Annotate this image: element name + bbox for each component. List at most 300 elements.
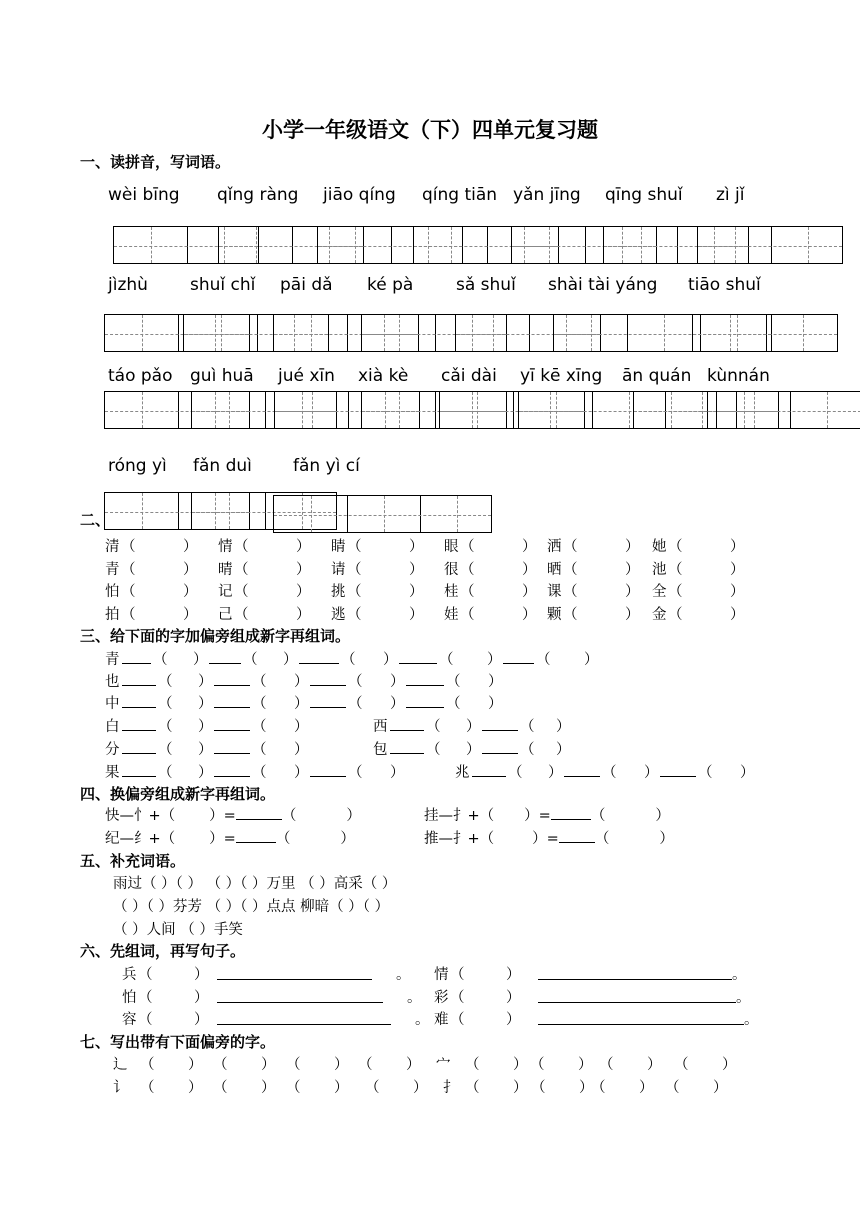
grid-line: [178, 315, 179, 351]
s2-char: 全: [652, 584, 667, 600]
s2-paren-close: ）: [183, 561, 198, 578]
s7-paren-open: （: [591, 1080, 606, 1096]
answer-line: [217, 990, 383, 1003]
answer-line: [538, 990, 736, 1003]
s3-paren-open: （: [426, 742, 441, 758]
s7-paren-open: （: [140, 1080, 155, 1096]
s2-paren-open: （: [347, 539, 362, 555]
s3-char: 中: [105, 696, 120, 712]
s3-paren-open: （: [602, 765, 617, 781]
pinyin-word: táo pǎo: [108, 366, 173, 386]
grid-line: [274, 515, 491, 516]
s2-paren-close: ）: [409, 606, 424, 623]
s3-paren-close: ）: [488, 696, 503, 712]
s2-paren-open: （: [563, 606, 578, 623]
s3-paren-open: （: [426, 719, 441, 735]
blank-line: [472, 764, 506, 777]
blank-line: [299, 651, 339, 664]
pinyin-word: shuǐ chǐ: [190, 275, 256, 295]
pinyin-word: qīng shuǐ: [605, 185, 683, 205]
s3-paren-open: （: [508, 765, 523, 781]
s3-char: 果: [105, 765, 120, 781]
s3-paren-open: （: [158, 765, 173, 781]
s2-char: 青: [105, 561, 120, 578]
grid-line: [698, 246, 842, 247]
s2-paren-open: （: [668, 561, 683, 578]
s7-paren-open: （: [140, 1057, 155, 1073]
s2-paren-open: （: [460, 561, 475, 578]
s6-paren-close: ）: [506, 990, 521, 1006]
answer-line: [217, 1012, 391, 1025]
s3-paren-close: ）: [556, 742, 571, 758]
s3-paren-close: ）: [488, 674, 503, 690]
s3-paren-close: ）: [294, 765, 309, 781]
page-title: 小学一年级语文（下）四单元复习题: [262, 118, 598, 142]
s2-char: 桂: [444, 584, 459, 600]
s2-char: 拍: [105, 606, 120, 623]
grid-line: [754, 392, 755, 428]
blank-line: [122, 695, 156, 708]
s7-paren-close: ）: [413, 1080, 428, 1096]
blank-line: [310, 673, 346, 686]
s7-paren-close: ）: [406, 1057, 421, 1073]
s6-paren-open: （: [450, 990, 465, 1006]
grid-line: [435, 392, 436, 428]
s3-paren-close: ）: [198, 742, 213, 758]
s7-paren-open: （: [358, 1057, 373, 1073]
grid-line: [556, 392, 557, 428]
s2-paren-close: ）: [409, 539, 424, 555]
pinyin-word: tiāo shuǐ: [688, 275, 761, 295]
s5-line-2: （ ）（ ）芬芳 （ ）（ ）点点 柳暗（ ）（ ）: [113, 899, 390, 915]
s2-char: 晒: [547, 561, 562, 578]
s7-radical: 辶: [113, 1057, 128, 1073]
blank-line: [482, 718, 518, 731]
s6-paren-open: （: [450, 1012, 465, 1028]
s7-paren-open: （: [665, 1080, 680, 1096]
pinyin-word: qǐng ràng: [217, 185, 299, 205]
s3-paren-close: ）: [294, 719, 309, 735]
s6-char: 情: [434, 967, 449, 983]
s7-paren-open: （: [674, 1057, 689, 1073]
blank-line: [214, 718, 250, 731]
grid-line: [384, 496, 385, 532]
s3-paren-close: ）: [294, 742, 309, 758]
s7-radical: 扌: [443, 1080, 458, 1096]
s3-paren-close: ）: [390, 765, 405, 781]
s7-paren-open: （: [530, 1057, 545, 1073]
blank-line: [406, 673, 444, 686]
blank-line: [660, 764, 696, 777]
s3-paren-open: （: [698, 765, 713, 781]
section-7-heading: 七、写出带有下面偏旁的字。: [80, 1033, 276, 1051]
s7-radical: 宀: [436, 1057, 451, 1073]
s3-paren-open: （: [446, 696, 461, 712]
s3-paren-open: （: [348, 696, 363, 712]
s7-paren-close: ）: [647, 1057, 662, 1073]
grid-line: [827, 392, 828, 428]
s6-paren-open: （: [138, 967, 153, 983]
pinyin-word: jiāo qíng: [323, 185, 396, 205]
blank-line: [406, 695, 444, 708]
pinyin-word: sǎ shuǐ: [456, 275, 516, 295]
s3-paren-close: ）: [294, 696, 309, 712]
s6-char: 彩: [434, 990, 449, 1006]
s4-item-b: 挂—扌+（ ）= （ ）: [424, 808, 670, 824]
s2-paren-open: （: [563, 561, 578, 578]
s3-paren-close: ）: [644, 765, 659, 781]
s2-paren-close: ）: [625, 561, 640, 578]
grid-line: [766, 315, 767, 351]
blank-line: [122, 764, 156, 777]
s2-paren-close: ）: [730, 584, 745, 600]
pinyin-word: cǎi dài: [441, 366, 497, 386]
grid-line: [592, 392, 593, 428]
s6-paren-close: ）: [506, 967, 521, 983]
s2-paren-close: ）: [625, 606, 640, 623]
grid-line: [142, 315, 143, 351]
s3-paren-open: （: [252, 719, 267, 735]
grid-line: [311, 315, 312, 351]
grid-line: [457, 496, 458, 532]
blank-line: [214, 741, 250, 754]
grid-line: [311, 496, 312, 532]
s3-char: 兆: [455, 765, 470, 781]
grid-line: [451, 227, 452, 263]
s2-paren-open: （: [460, 606, 475, 623]
s6-char: 容: [122, 1012, 137, 1028]
s6-char: 兵: [122, 967, 137, 983]
s3-char: 白: [105, 719, 120, 735]
s2-paren-open: （: [121, 606, 136, 623]
grid-line: [664, 315, 665, 351]
answer-line: [538, 967, 732, 980]
s6-period: 。: [744, 1012, 759, 1028]
s3-paren-close: ）: [198, 765, 213, 781]
s7-paren-close: ）: [513, 1080, 528, 1096]
grid-line: [420, 496, 421, 532]
s3-paren-close: ）: [466, 719, 481, 735]
s3-paren-open: （: [243, 652, 258, 668]
pinyin-word: zì jǐ: [716, 185, 745, 205]
s2-paren-close: ）: [409, 584, 424, 600]
section-1-heading: 一、读拼音，写词语。: [80, 153, 231, 171]
pinyin-word: jìzhù: [108, 275, 148, 295]
s3-paren-close: ）: [487, 652, 502, 668]
s3-paren-open: （: [158, 719, 173, 735]
s2-paren-open: （: [668, 584, 683, 600]
grid-line: [730, 315, 731, 351]
s2-paren-open: （: [668, 539, 683, 555]
s2-char: 洒: [547, 539, 562, 555]
grid-line: [257, 315, 258, 351]
s6-period: 。: [736, 990, 751, 1006]
section-6-heading: 六、先组词，再写句子。: [80, 942, 246, 960]
s2-char: 逃: [331, 606, 346, 623]
s5-line-1: 雨过（ ）（ ） （ ）（ ）万里 （ ）高采（ ）: [113, 876, 397, 892]
grid-line: [265, 493, 266, 529]
s4-item-a: 快—忄+（ ）= （ ）: [105, 808, 361, 824]
s2-paren-close: ）: [296, 539, 311, 555]
s7-paren-open: （: [213, 1080, 228, 1096]
pinyin-word: ān quán: [622, 366, 692, 386]
s3-paren-open: （: [520, 742, 535, 758]
s7-paren-open: （: [465, 1057, 480, 1073]
s6-period: 。: [396, 967, 411, 983]
s3-paren-open: （: [252, 765, 267, 781]
pinyin-word: wèi bīng: [108, 185, 180, 205]
grid-line: [677, 227, 678, 263]
blank-line: [214, 695, 250, 708]
s7-paren-open: （: [286, 1080, 301, 1096]
s6-char: 怕: [122, 990, 137, 1006]
s2-paren-close: ）: [296, 606, 311, 623]
pinyin-word: ké pà: [367, 275, 414, 295]
s3-paren-open: （: [439, 652, 454, 668]
s3-char: 分: [105, 742, 120, 758]
s2-paren-close: ）: [183, 584, 198, 600]
grid-line: [256, 227, 257, 263]
s7-paren-open: （: [365, 1080, 380, 1096]
s2-paren-close: ）: [183, 539, 198, 555]
s3-paren-close: ）: [466, 742, 481, 758]
s3-paren-open: （: [158, 742, 173, 758]
s2-char: 她: [652, 539, 667, 555]
s2-paren-open: （: [347, 561, 362, 578]
s2-char: 眼: [444, 539, 459, 555]
blank-line: [214, 673, 250, 686]
s2-paren-close: ）: [522, 539, 537, 555]
grid-line: [735, 227, 736, 263]
grid-line: [435, 315, 436, 351]
s7-paren-close: ）: [261, 1057, 276, 1073]
s3-paren-close: ）: [548, 765, 563, 781]
grid-line: [312, 392, 313, 428]
s6-paren-close: ）: [506, 1012, 521, 1028]
blank-line: [122, 673, 156, 686]
s3-paren-close: ）: [198, 674, 213, 690]
blank-line: [310, 764, 346, 777]
s3-paren-open: （: [158, 674, 173, 690]
grid-line: [142, 493, 143, 529]
s2-paren-close: ）: [296, 561, 311, 578]
s3-paren-open: （: [252, 696, 267, 712]
s2-char: 晴: [218, 561, 233, 578]
writing-grid: [716, 391, 860, 429]
s7-paren-close: ）: [579, 1080, 594, 1096]
s7-paren-close: ）: [713, 1080, 728, 1096]
grid-line: [477, 392, 478, 428]
s3-paren-open: （: [158, 696, 173, 712]
pinyin-word: jué xīn: [278, 366, 335, 386]
grid-line: [391, 227, 392, 263]
s6-paren-close: ）: [194, 967, 209, 983]
s3-char: 西: [373, 719, 388, 735]
s2-char: 清: [105, 539, 120, 555]
s2-paren-close: ）: [730, 561, 745, 578]
s7-paren-close: ）: [334, 1057, 349, 1073]
s3-paren-open: （: [446, 674, 461, 690]
writing-grid: [692, 314, 838, 352]
grid-line: [627, 315, 628, 351]
blank-line: [214, 764, 250, 777]
s2-paren-open: （: [121, 584, 136, 600]
pinyin-word: guì huā: [190, 366, 254, 386]
s7-paren-close: ）: [639, 1080, 654, 1096]
s2-paren-close: ）: [730, 606, 745, 623]
s2-char: 记: [218, 584, 233, 600]
grid-line: [549, 227, 550, 263]
grid-line: [229, 392, 230, 428]
s2-paren-open: （: [121, 539, 136, 555]
grid-line: [265, 392, 266, 428]
blank-line: [564, 764, 600, 777]
grid-line: [629, 392, 630, 428]
s3-char: 也: [105, 674, 120, 690]
blank-line: [399, 651, 437, 664]
grid-line: [229, 493, 230, 529]
s2-paren-close: ）: [522, 584, 537, 600]
s2-paren-close: ）: [730, 539, 745, 555]
s2-char: 很: [444, 561, 459, 578]
s2-paren-close: ）: [522, 606, 537, 623]
grid-line: [187, 227, 188, 263]
s2-paren-close: ）: [296, 584, 311, 600]
s3-paren-open: （: [520, 719, 535, 735]
s2-char: 娃: [444, 606, 459, 623]
pinyin-word: pāi dǎ: [280, 275, 333, 295]
grid-line: [803, 315, 804, 351]
grid-line: [221, 315, 222, 351]
blank-line: [122, 741, 156, 754]
pinyin-word: kùnnán: [707, 366, 770, 386]
answer-line: [217, 967, 372, 980]
blank-line: [209, 651, 241, 664]
blank-line: [122, 651, 151, 664]
s6-paren-open: （: [138, 990, 153, 1006]
pinyin-word: yī kē xīng: [520, 366, 603, 386]
grid-line: [487, 227, 488, 263]
s3-char: 青: [105, 652, 120, 668]
s6-paren-close: ）: [194, 1012, 209, 1028]
s7-paren-open: （: [531, 1080, 546, 1096]
grid-line: [355, 227, 356, 263]
grid-line: [399, 315, 400, 351]
s2-paren-open: （: [234, 584, 249, 600]
s3-paren-open: （: [348, 765, 363, 781]
grid-line: [591, 315, 592, 351]
grid-line: [292, 227, 293, 263]
pinyin-word: qíng tiān: [422, 185, 498, 205]
s7-paren-open: （: [599, 1057, 614, 1073]
grid-line: [641, 227, 642, 263]
s6-paren-close: ）: [194, 990, 209, 1006]
grid-line: [808, 227, 809, 263]
blank-line: [310, 695, 346, 708]
s7-paren-close: ）: [188, 1057, 203, 1073]
grid-line: [585, 227, 586, 263]
s7-paren-close: ）: [722, 1057, 737, 1073]
s2-char: 金: [652, 606, 667, 623]
grid-line: [693, 334, 837, 335]
s6-paren-open: （: [450, 967, 465, 983]
s3-paren-close: ）: [198, 696, 213, 712]
grid-line: [493, 315, 494, 351]
grid-line: [142, 392, 143, 428]
s2-paren-open: （: [234, 606, 249, 623]
s2-paren-open: （: [347, 606, 362, 623]
s3-paren-close: ）: [283, 652, 298, 668]
s7-radical: 讠: [113, 1080, 128, 1096]
s2-char: 睛: [331, 539, 346, 555]
s2-paren-close: ）: [625, 539, 640, 555]
grid-line: [348, 392, 349, 428]
s2-char: 情: [218, 539, 233, 555]
section-4-heading: 四、换偏旁组成新字再组词。: [80, 785, 276, 803]
s2-char: 怕: [105, 584, 120, 600]
s7-paren-open: （: [465, 1080, 480, 1096]
grid-line: [178, 493, 179, 529]
blank-line: [482, 741, 518, 754]
s3-paren-close: ）: [383, 652, 398, 668]
s4-item-d: 推—扌+（ ）= （ ）: [424, 831, 674, 847]
s3-paren-close: ）: [584, 652, 599, 668]
s7-paren-open: （: [213, 1057, 228, 1073]
s3-paren-open: （: [153, 652, 168, 668]
section-3-heading: 三、给下面的字加偏旁组成新字再组词。: [80, 627, 351, 645]
blank-line: [122, 718, 156, 731]
grid-line: [151, 227, 152, 263]
grid-line: [347, 315, 348, 351]
s3-paren-close: ）: [390, 674, 405, 690]
blank-line: [503, 651, 534, 664]
s3-char: 包: [373, 742, 388, 758]
s2-char: 颗: [547, 606, 562, 623]
section-5-heading: 五、补充词语。: [80, 852, 186, 870]
s2-char: 池: [652, 561, 667, 578]
s7-paren-close: ）: [188, 1080, 203, 1096]
s2-paren-open: （: [668, 606, 683, 623]
s7-paren-close: ）: [578, 1057, 593, 1073]
grid-line: [347, 496, 348, 532]
s3-paren-close: ）: [740, 765, 755, 781]
s3-paren-open: （: [348, 674, 363, 690]
answer-line: [538, 1012, 744, 1025]
blank-line: [390, 718, 424, 731]
s6-paren-open: （: [138, 1012, 153, 1028]
pinyin-word: fǎn duì: [193, 456, 252, 476]
s2-paren-open: （: [563, 584, 578, 600]
s2-char: 课: [547, 584, 562, 600]
writing-grid: [273, 495, 492, 533]
s6-char: 难: [434, 1012, 449, 1028]
s2-paren-close: ）: [625, 584, 640, 600]
pinyin-word: yǎn jīng: [513, 185, 581, 205]
s3-paren-close: ）: [193, 652, 208, 668]
writing-grid: [697, 226, 843, 264]
s2-char: 挑: [331, 584, 346, 600]
s2-paren-open: （: [121, 561, 136, 578]
grid-line: [399, 392, 400, 428]
s6-period: 。: [407, 990, 422, 1006]
pinyin-word: shài tài yáng: [548, 275, 658, 295]
s3-paren-open: （: [536, 652, 551, 668]
blank-line: [390, 741, 424, 754]
s2-paren-open: （: [347, 584, 362, 600]
pinyin-word: róng yì: [108, 456, 167, 476]
s4-item-c: 纪—纟+（ ）= （ ）: [105, 831, 355, 847]
s2-paren-close: ）: [183, 606, 198, 623]
